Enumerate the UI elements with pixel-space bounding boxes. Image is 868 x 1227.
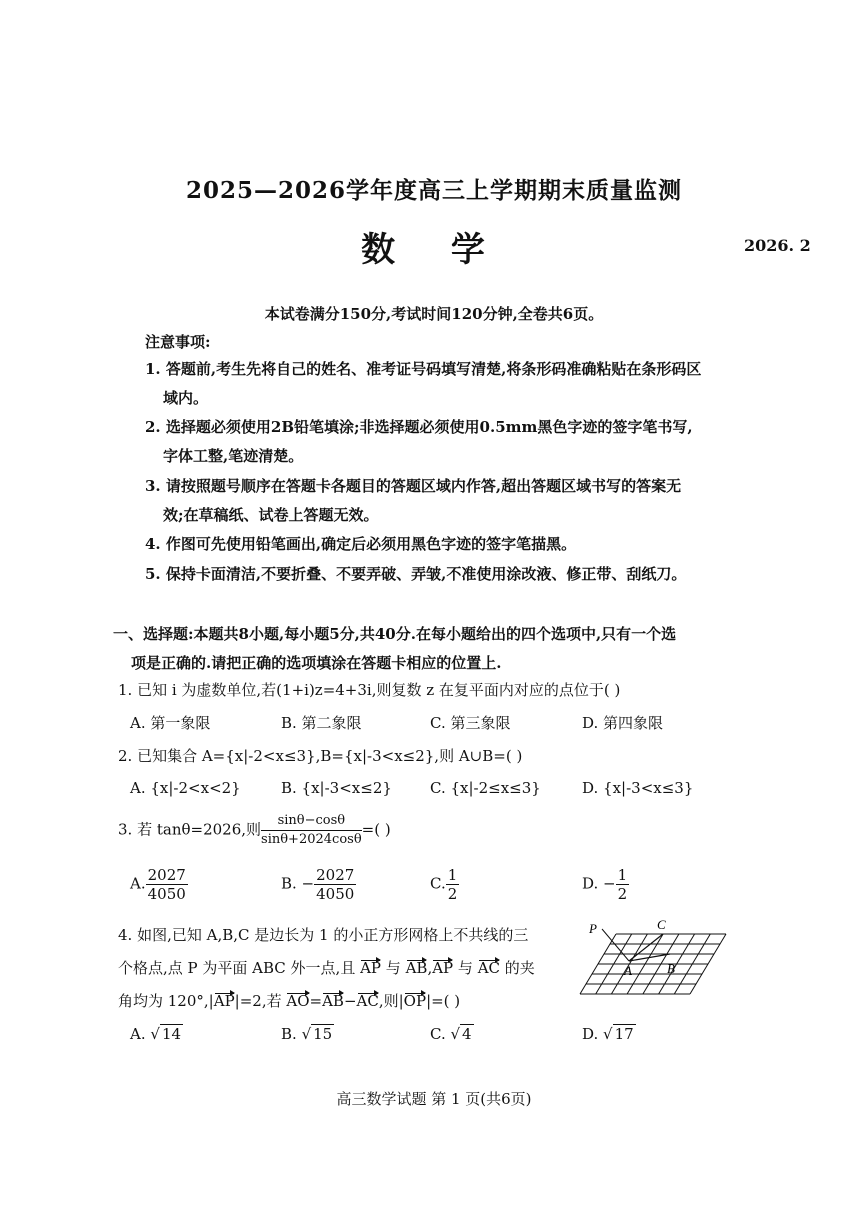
- segment-AC: [629, 934, 663, 961]
- q4-text: =: [309, 992, 323, 1010]
- vector-AP: AP: [213, 992, 235, 1010]
- frac-num: 1: [447, 866, 458, 884]
- frac-den: 4050: [316, 885, 355, 903]
- question-3-stem: [118, 812, 391, 849]
- label-P: P: [589, 921, 597, 936]
- q4-text: 角均为 120°,|: [118, 992, 214, 1010]
- q4-option-c-value: 4: [462, 1025, 472, 1043]
- q4-text: ,则|: [378, 992, 404, 1010]
- q3-option-c-label: C.: [430, 874, 446, 893]
- q4-option-a-value: 14: [161, 1025, 182, 1043]
- q4-option-d-label: D.: [582, 1025, 604, 1043]
- sqrt-sign: √: [450, 1025, 461, 1043]
- frac-num: 2027: [316, 866, 355, 884]
- vector-AP: AP: [360, 959, 382, 977]
- q4-option-c: [430, 1025, 474, 1043]
- label-C: C: [657, 918, 666, 932]
- notice-item-2: [145, 413, 693, 471]
- notice-text: 2. 选择题必须使用2B铅笔填涂;非选择题必须使用0.5mm黑色字迹的签字笔书写,: [145, 418, 693, 436]
- q2-option-a: A. {x|-2<x<2}: [130, 779, 241, 797]
- vector-AB: AB: [322, 992, 344, 1010]
- frac-den: 4050: [147, 885, 186, 903]
- vector-AO: AO: [286, 992, 310, 1010]
- q1-option-c: C. 第三象限: [430, 714, 511, 732]
- q3-option-d: [582, 866, 629, 903]
- q4-text: |=2,若: [234, 992, 287, 1010]
- q3-option-b-label: B. −: [281, 874, 315, 893]
- q3-option-b: [281, 866, 356, 903]
- q3-fraction-num: sinθ−cosθ: [261, 812, 362, 831]
- notice-text-cont: 效;在草稿纸、试卷上答题无效。: [163, 506, 379, 524]
- q4-option-b-label: B.: [281, 1025, 302, 1043]
- q2-option-d: D. {x|-3<x≤3}: [582, 779, 694, 797]
- page-footer: 高三数学试题 第 1 页(共6页): [336, 1090, 532, 1108]
- notice-text-cont: 域内。: [163, 389, 209, 407]
- q1-option-d: D. 第四象限: [582, 714, 664, 732]
- vector-AP: AP: [432, 959, 454, 977]
- q2-option-b: B. {x|-3<x≤2}: [281, 779, 392, 797]
- q3-option-b-frac: [314, 866, 356, 903]
- question-4-line-1: 4. 如图,已知 A,B,C 是边长为 1 的小正方形网格上不共线的三: [118, 926, 529, 944]
- q4-option-b-value: 15: [313, 1025, 333, 1043]
- exam-title: 2025—2026学年度高三上学期期末质量监测: [185, 177, 683, 204]
- q3-option-a: [130, 866, 188, 903]
- notice-text-cont: 字体工整,笔迹清楚。: [163, 447, 304, 465]
- q1-option-a: A. 第一象限: [130, 714, 211, 732]
- notice-item-4: [145, 530, 576, 559]
- q4-text: 的夹: [500, 959, 535, 977]
- q4-option-a: [130, 1025, 183, 1043]
- q4-text: −: [343, 992, 357, 1010]
- frac-num: 1: [617, 866, 628, 884]
- q3-option-c: [430, 866, 459, 903]
- q3-option-d-label: D. −: [582, 874, 616, 893]
- q1-option-b: B. 第二象限: [281, 714, 362, 732]
- q3-fraction-den: sinθ+2024cosθ: [261, 832, 362, 847]
- notice-title: 注意事项:: [145, 333, 211, 351]
- vector-OP: OP: [403, 992, 427, 1010]
- exam-info: 本试卷满分150分,考试时间120分钟,全卷共6页。: [264, 305, 604, 323]
- q4-grid-figure: [568, 918, 738, 1000]
- subject-title: 数 学: [361, 230, 507, 270]
- q2-option-c: C. {x|-2≤x≤3}: [430, 779, 541, 797]
- q4-text: ,: [427, 959, 433, 977]
- q3-option-d-frac: [616, 866, 630, 903]
- notice-item-3: [145, 472, 681, 530]
- notice-text: 4. 作图可先使用铅笔画出,确定后必须用黑色字迹的签字笔描黑。: [145, 535, 577, 553]
- q4-option-d-value: 17: [614, 1025, 634, 1043]
- q3-suffix: =( ): [361, 820, 391, 839]
- sqrt-sign: √: [603, 1025, 613, 1043]
- notice-item-1: [145, 355, 701, 413]
- question-4-line-3: [118, 990, 460, 1011]
- q4-option-c-label: C.: [430, 1025, 451, 1043]
- q4-option-a-label: A.: [130, 1025, 151, 1043]
- frac-num: 2027: [147, 866, 186, 884]
- q4-option-d: [582, 1025, 636, 1043]
- notice-item-5: [145, 560, 686, 589]
- q3-prefix: 3. 若 tanθ=2026,则: [118, 820, 262, 839]
- label-A: A: [624, 963, 632, 978]
- vector-AC: AC: [356, 992, 379, 1010]
- section-1-heading: [113, 620, 676, 678]
- q4-text: |=( ): [426, 992, 461, 1010]
- sqrt-sign: √: [150, 1025, 160, 1043]
- vector-AB: AB: [405, 959, 428, 977]
- frac-den: 2: [447, 885, 458, 903]
- exam-date: 2026. 2: [744, 236, 811, 255]
- section-text-cont: 项是正确的.请把正确的选项填涂在答题卡相应的位置上.: [131, 654, 502, 672]
- q4-text: 个格点,点 P 为平面 ABC 外一点,且: [118, 959, 361, 977]
- q3-option-a-label: A.: [130, 874, 146, 893]
- q3-option-c-frac: [446, 866, 460, 903]
- label-B: B: [667, 961, 675, 976]
- q3-option-a-frac: [146, 866, 188, 903]
- notice-text: 3. 请按照题号顺序在答题卡各题目的答题区域内作答,超出答题区域书写的答案无: [145, 477, 682, 495]
- section-text: 一、选择题:本题共8小题,每小题5分,共40分.在每小题给出的四个选项中,只有一个选: [113, 625, 677, 643]
- grid-lines: [580, 934, 726, 994]
- q3-fraction: [261, 812, 362, 849]
- frac-den: 2: [617, 885, 628, 903]
- question-1-stem: 1. 已知 i 为虚数单位,若(1+i)z=4+3i,则复数 z 在复平面内对应的点位于( ): [118, 681, 621, 699]
- q4-text: 与: [453, 959, 478, 977]
- sqrt-sign: √: [301, 1025, 312, 1043]
- q4-option-b: [281, 1025, 334, 1043]
- question-4-line-2: [118, 957, 535, 978]
- notice-text: 1. 答题前,考生先将自己的姓名、准考证号码填写清楚,将条形码准确粘贴在条形码区: [145, 360, 702, 378]
- q4-text: 与: [381, 959, 406, 977]
- vector-AC: AC: [477, 959, 501, 977]
- notice-text: 5. 保持卡面清洁,不要折叠、不要弄破、弄皱,不准使用涂改液、修正带、刮纸刀。: [145, 565, 687, 583]
- question-2-stem: 2. 已知集合 A={x|-2<x≤3},B={x|-3<x≤2},则 A∪B=( ): [118, 747, 523, 765]
